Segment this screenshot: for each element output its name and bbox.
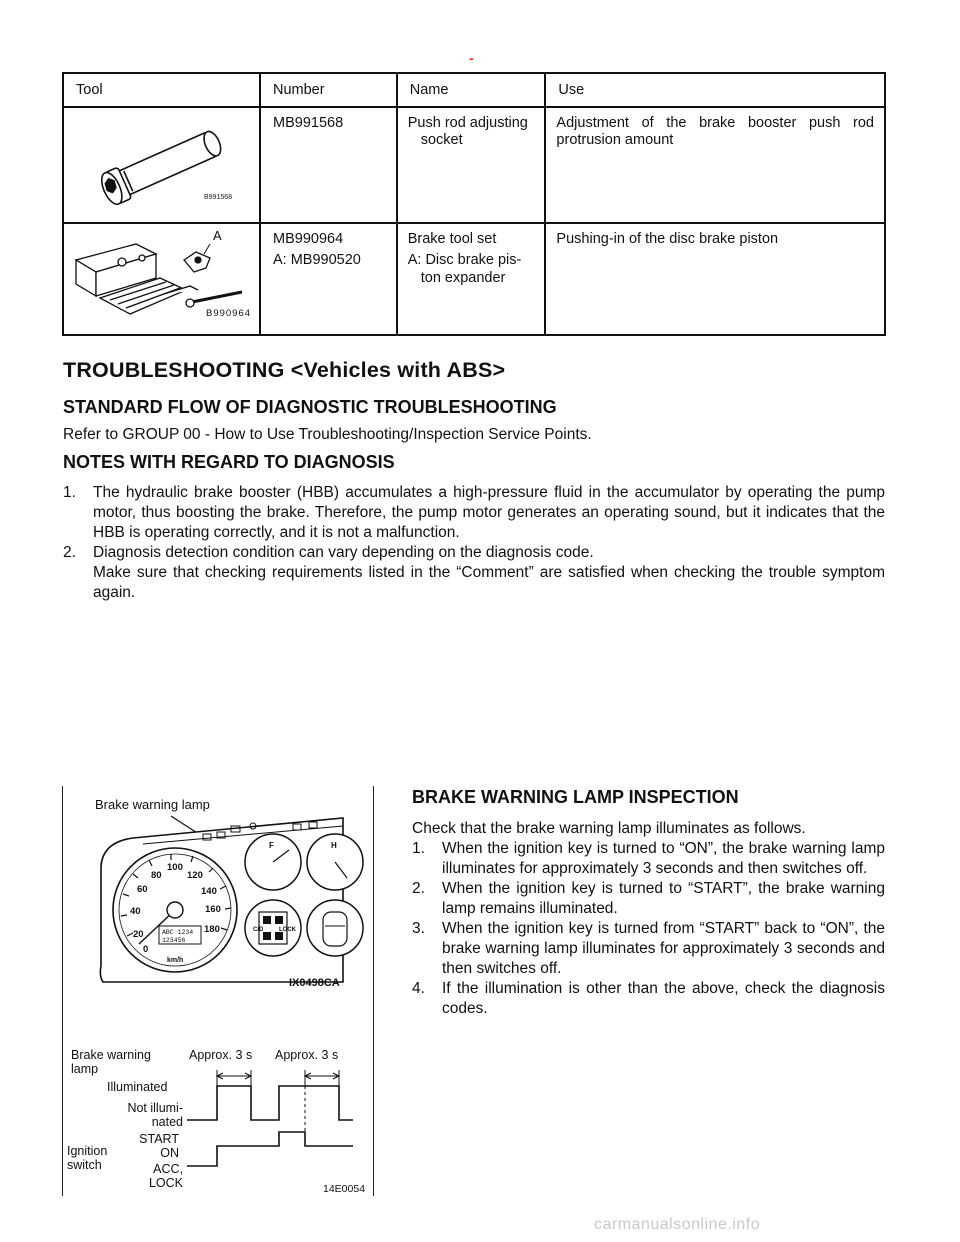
tool-image-socket: [63, 107, 260, 223]
list-item: [412, 979, 885, 1019]
push-rod-socket-illustration: [64, 108, 259, 208]
timing-on: ON: [160, 1146, 179, 1160]
timing-acc-lock: ACC, LOCK: [148, 1162, 183, 1190]
list-number: 1.: [63, 484, 76, 501]
section-title-notes: NOTES WITH REGARD TO DIAGNOSIS: [63, 452, 395, 472]
tool-name-line: ton expander: [420, 269, 506, 286]
page-mark: -: [469, 50, 474, 66]
timing-code: 14E0054: [323, 1183, 366, 1195]
brake-lamp-body: [412, 819, 885, 1019]
tool-number: A: MB990520: [273, 252, 361, 269]
page-title: TROUBLESHOOTING <Vehicles with ABS>: [63, 358, 506, 382]
tool-table: [62, 72, 886, 336]
odometer-bottom: 123456: [162, 937, 186, 944]
fuel-gauge-mark: F: [269, 841, 274, 850]
list-number: 1.: [412, 840, 425, 857]
section-title-brake-lamp: BRAKE WARNING LAMP INSPECTION: [412, 787, 739, 807]
speed-tick: 20: [133, 929, 144, 940]
list-item: [412, 879, 885, 919]
cd-label: C/D: [253, 927, 264, 933]
socket-image-code: B991568: [204, 194, 233, 201]
brake-lamp-inspection: [412, 787, 885, 1019]
header-tool: Tool: [63, 73, 260, 107]
header-number: Number: [260, 73, 397, 107]
timing-approx-2: Approx. 3 s: [275, 1048, 339, 1062]
list-number: 4.: [412, 980, 425, 997]
instrument-cluster-illustration: [63, 786, 373, 1046]
tool-name-cell: [397, 223, 546, 335]
callout-a: A: [213, 228, 222, 243]
temp-gauge-mark: H: [331, 841, 337, 850]
tool-name-line: A: Disc brake pis-: [407, 252, 522, 269]
table-row: [63, 223, 885, 335]
list-text: Diagnosis detection condition can vary depending on the diagnosis code.: [93, 544, 594, 561]
list-item: [63, 543, 885, 603]
header-name: Name: [397, 73, 546, 107]
speed-tick: 60: [137, 884, 148, 895]
speed-tick: 100: [167, 862, 183, 873]
brake-lamp-figure: [62, 786, 374, 1196]
section-title-standard-flow: STANDARD FLOW OF DIAGNOSTIC TROUBLESHOOTING: [63, 397, 557, 417]
list-text: If the illumination is other than the above, check the diagnosis codes.: [442, 980, 885, 1017]
tool-number: MB990964: [273, 231, 344, 247]
odometer-top: ABC 1234: [162, 929, 194, 936]
list-text: When the ignition key is turned to “START”, the brake warning lamp remains illuminated.: [442, 880, 885, 917]
cluster-lamp-label: Brake warning lamp: [95, 797, 210, 812]
timing-approx-1: Approx. 3 s: [189, 1048, 253, 1062]
header-use: Use: [545, 73, 885, 107]
tool-name-line: Push rod adjusting: [407, 115, 528, 131]
tool-name-cell: [397, 107, 546, 223]
timing-illuminated: Illuminated: [107, 1080, 168, 1094]
list-number: 3.: [412, 920, 425, 937]
speed-tick: 140: [201, 886, 217, 897]
speed-tick: 160: [205, 904, 221, 915]
standard-flow-text: Refer to GROUP 00 - How to Use Troubleshooting/Inspection Service Points.: [63, 426, 592, 443]
speed-tick: 120: [187, 870, 203, 881]
list-text: When the ignition key is turned to “ON”, the brake warning lamp illuminates for approximately 3 seconds and then switches off.: [442, 840, 885, 877]
speed-tick: 80: [151, 870, 162, 881]
timing-chart: [63, 1046, 373, 1196]
list-item: [412, 919, 885, 979]
tool-number-cell: [260, 107, 397, 223]
watermark: carmanualsonline.info: [594, 1216, 761, 1233]
brake-set-image-code: B990964: [206, 308, 252, 319]
table-row: [63, 107, 885, 223]
speed-tick: 180: [204, 924, 220, 935]
list-text: The hydraulic brake booster (HBB) accumulates a high-pressure fluid in the accumulator by operating the pump motor, thus boosting the brake. Therefore, the pump motor generates an operating sound, but it indicates that the HBB is operating correctly, and it is not a malfunction.: [93, 484, 885, 541]
cluster-code: IX0498CA: [289, 977, 340, 989]
tool-number-cell: [260, 223, 397, 335]
timing-not-illuminated: Not illumi- nated: [127, 1101, 183, 1129]
list-text: When the ignition key is turned from “START” back to “ON”, the brake warning lamp illuminates for approximately 3 seconds and then switches off.: [442, 920, 885, 977]
tool-use-cell: Pushing-in of the disc brake piston: [545, 223, 885, 335]
speed-unit: km/h: [167, 957, 184, 964]
tool-name-line: socket: [420, 132, 463, 149]
notes-list: [63, 483, 885, 603]
speed-tick: 40: [130, 906, 141, 917]
list-text: Make sure that checking requirements listed in the “Comment” are satisfied when checking the trouble symptom again.: [93, 564, 885, 601]
tool-name-line: Brake tool set: [407, 231, 497, 247]
brake-lamp-intro: Check that the brake warning lamp illuminates as follows.: [412, 820, 806, 837]
list-number: 2.: [412, 880, 425, 897]
tool-use-cell: Adjustment of the brake booster push rod protrusion amount: [545, 107, 885, 223]
timing-ignition-label: Ignition switch: [67, 1144, 108, 1172]
tool-image-brake-set: [63, 223, 260, 335]
speed-tick: 0: [143, 944, 149, 955]
timing-lamp-label: Brake warning lamp: [71, 1048, 151, 1076]
timing-start: START: [139, 1132, 179, 1146]
brake-tool-set-illustration: [64, 224, 259, 320]
list-item: [63, 483, 885, 543]
tool-table-header: [63, 73, 885, 107]
tool-number: MB991568: [273, 115, 344, 131]
list-number: 2.: [63, 544, 76, 561]
lock-label: LOCK: [279, 927, 296, 933]
list-item: [412, 839, 885, 879]
